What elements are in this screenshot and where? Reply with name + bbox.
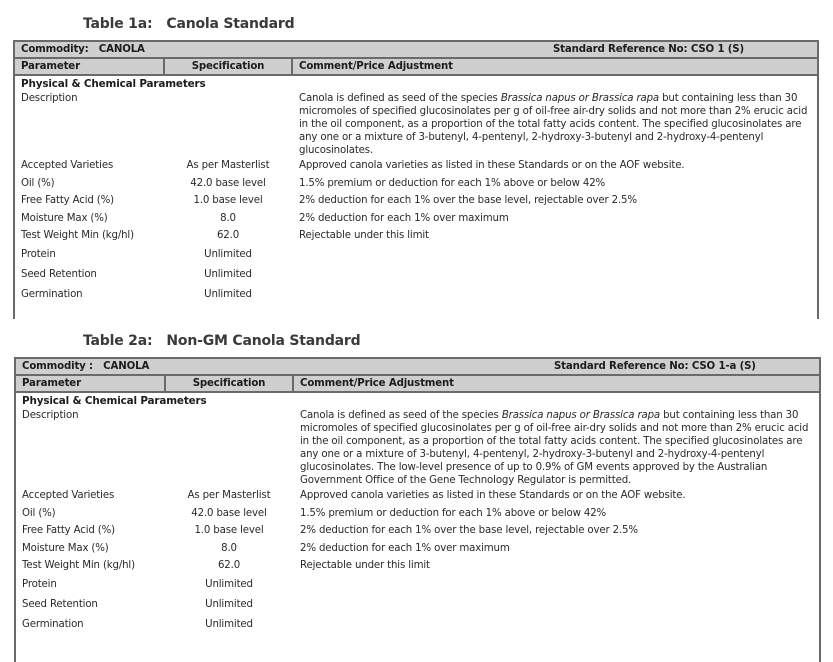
description-text-part: Canola is defined as seed of the species [300,410,502,421]
specification-cell: As per Masterlist [187,490,271,501]
commodity-label: Commodity: CANOLA [21,44,145,55]
specification-cell: Unlimited [204,288,252,300]
table-row [16,557,819,575]
parameter-cell: Accepted Varieties [21,160,114,171]
parameter-cell: Test Weight Min (kg/hl) [21,230,134,241]
table-row [15,210,817,228]
table-row [16,487,819,505]
comment-cell [294,575,819,595]
commodity-label: Commodity : CANOLA [22,361,150,372]
specification-cell: 1.0 base level [194,525,264,536]
comment-cell: 2% deduction for each 1% over the base level, rejectable over 2.5% [300,525,638,536]
table-row [15,175,817,193]
specification-cell: 42.0 base level [191,507,267,519]
comment-cell [294,595,819,615]
table-row [15,192,817,210]
parameter-cell: Protein [22,578,57,590]
description-text-part: Canola is defined as seed of the species [299,93,501,104]
parameter-cell: Seed Retention [22,598,98,610]
comment-cell: Approved canola varieties as listed in these Standards or on the AOF website. [299,160,685,171]
species-names: Brassica napus or Brassica rapa [501,410,661,421]
comment-cell [293,285,817,305]
column-header-row [15,57,817,76]
column-header-parameter: Parameter [22,378,81,389]
species-names: Brassica napus or Brassica rapa [500,93,660,104]
comment-cell: 1.5% premium or deduction for each 1% above or below 42% [300,507,607,519]
commodity-header-row [15,40,817,57]
table-row [16,505,819,523]
parameter-cell: Free Fatty Acid (%) [21,195,114,206]
specification-cell: 42.0 base level [190,177,266,189]
commodity-header-row [16,357,819,374]
comment-cell: Approved canola varieties as listed in these Standards or on the AOF website. [300,490,686,501]
table-row [16,522,819,540]
description-text-part: but containing less than 30 micromoles of specified glucosinolates per g of oil-free air-dry solids and not more than 2% erucic acid in the oil component, as a proportion of the total fatty acids content. The specified glucosinolates are any one or a mixture of 3-butenyl, 4-pentenyl, 2-hydroxy-3-butenyl and 2-hydroxy-4-pentenyl glucosinolates. The low-level presence of up to 0.9% of GM events approved by the Australian Government Office of the Gene Technology Regulator is permitted. [300,410,809,486]
comment-cell: 2% deduction for each 1% over maximum [299,212,509,224]
comment-cell: 2% deduction for each 1% over maximum [300,542,510,554]
specification-cell: Unlimited [204,248,252,260]
table-row [15,157,817,175]
comment-cell [294,615,819,635]
parameter-cell: Description [21,93,78,104]
column-header-comment: Comment/Price Adjustment [299,61,453,72]
column-header-specification: Specification [163,59,293,74]
standard-reference: Standard Reference No: CSO 1 (S) [553,44,744,55]
parameter-cell: Description [22,410,79,421]
specification-cell [164,409,294,487]
table-1a-title: Table 1a: Canola Standard [83,16,295,32]
comment-cell: Rejectable under this limit [299,230,429,241]
parameter-cell: Test Weight Min (kg/hl) [22,560,135,571]
table-row [16,575,819,595]
description-text [294,409,819,487]
table-row [15,285,817,305]
column-header-row [16,374,819,393]
specification-cell: Unlimited [205,618,253,630]
specification-cell: As per Masterlist [186,160,270,171]
table-row [15,265,817,285]
column-header-comment: Comment/Price Adjustment [300,378,454,389]
parameter-cell: Oil (%) [21,177,55,189]
table-row [15,227,817,245]
specification-cell: 1.0 base level [193,195,263,206]
specification-cell: 8.0 [221,542,237,554]
table-row [16,540,819,558]
specification-cell: Unlimited [205,598,253,610]
section-heading: Physical & Chemical Parameters [22,395,207,407]
comment-cell [293,245,817,265]
comment-cell [293,265,817,285]
parameter-cell: Accepted Varieties [22,490,115,501]
parameter-cell: Oil (%) [22,507,56,519]
table-row-description [16,409,819,487]
parameter-cell: Moisture Max (%) [22,542,109,554]
description-text-part: but containing less than 30 micromoles of specified glucosinolates per g of oil-free air-dry solids and not more than 2% erucic acid in the oil component, as a proportion of the total fatty acids content. The specified glucosinolates are any one or a mixture of 3-butenyl, 4-pentenyl, 2-hydroxy-3-butenyl and 2-hydroxy-4-pentenyl glucosinolates. [299,93,808,156]
table-2a-title: Table 2a: Non-GM Canola Standard [83,333,361,349]
standard-reference: Standard Reference No: CSO 1-a (S) [554,361,756,372]
description-text [293,92,817,157]
section-heading: Physical & Chemical Parameters [21,78,206,90]
parameter-cell: Moisture Max (%) [21,212,108,224]
specification-cell: 8.0 [220,212,236,224]
parameter-cell: Free Fatty Acid (%) [22,525,115,536]
comment-cell: Rejectable under this limit [300,560,430,571]
specification-cell: 62.0 [217,560,241,571]
specification-cell: Unlimited [205,578,253,590]
parameter-cell: Seed Retention [21,268,97,280]
canola-standard-table [13,40,819,319]
table-row-description [15,92,817,157]
comment-cell: 2% deduction for each 1% over the base level, rejectable over 2.5% [299,195,637,206]
non-gm-canola-standard-table [14,357,821,662]
comment-cell: 1.5% premium or deduction for each 1% above or below 42% [299,177,606,189]
parameter-cell: Germination [21,288,83,300]
column-header-specification: Specification [164,376,294,391]
table-row [16,595,819,615]
parameter-cell: Protein [21,248,56,260]
specification-cell: Unlimited [204,268,252,280]
specification-cell: 62.0 [216,230,240,241]
table-row [15,245,817,265]
column-header-parameter: Parameter [21,61,80,72]
parameter-cell: Germination [22,618,84,630]
specification-cell [163,92,293,157]
table-row [16,615,819,635]
